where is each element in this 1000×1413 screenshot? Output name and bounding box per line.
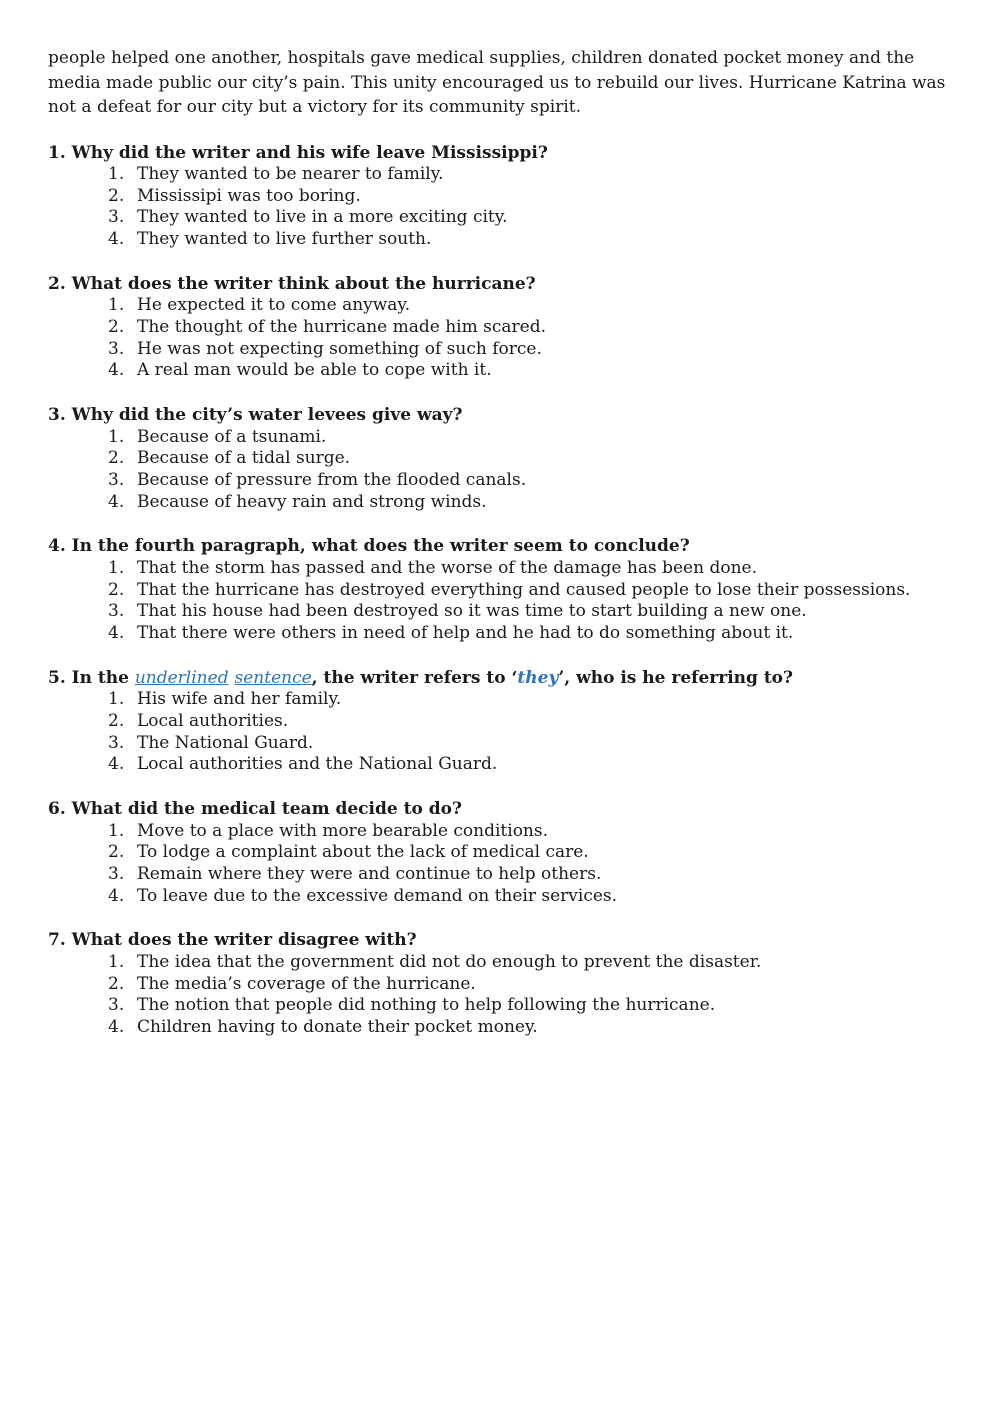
option-text: That the storm has passed and the worse of the damage has been done. [137,557,757,578]
option-text: That the hurricane has destroyed everything and caused people to lose their possessions. [137,579,911,600]
option-text: That there were others in need of help and he had to do something about it. [137,623,794,644]
option-number: 2. [108,973,125,994]
answer-option [108,339,960,361]
option-number: 4. [108,491,125,512]
answer-options [48,295,960,382]
option-number: 1. [108,164,125,184]
answer-option [108,317,960,339]
option-text: They wanted to live in a more exciting city. [137,207,508,228]
answer-options [48,164,960,251]
question-6 [48,799,960,907]
option-text: The media’s coverage of the hurricane. [137,973,476,994]
sentence-word-link[interactable]: sentence [234,667,312,688]
option-number: 1. [108,951,125,972]
answer-option [108,711,960,733]
option-text: Local authorities and the National Guard. [137,754,498,775]
option-text: Move to a place with more bearable conditions. [137,820,549,841]
intro-paragraph: people helped one another, hospitals gave medical supplies, children donated pocket money and the media made public our city’s pain. This unity encouraged us to rebuild our lives. Hurricane Katrina was not a defeat for our city but a victory for its community spirit. [48,48,946,117]
option-number: 4. [108,623,125,644]
option-text: Mississipi was too boring. [137,185,361,206]
option-number: 1. [108,426,125,447]
option-number: 2. [108,448,125,469]
option-number: 1. [108,689,125,710]
option-text: His wife and her family. [137,689,342,710]
option-text: Because of a tsunami. [137,426,327,447]
title-text: , the writer refers to ‘ [311,667,518,688]
answer-option [108,207,960,229]
answer-option [108,842,960,864]
title-text: ’, who is he referring to? [558,667,793,688]
question-title: 6. What did the medical team decide to do? [48,799,462,820]
they-emphasis: they [517,667,559,688]
answer-option [108,733,960,755]
answer-option [108,360,960,382]
question-title [48,668,960,690]
option-text: They wanted to be nearer to family. [137,164,444,184]
answer-option [108,580,960,602]
option-number: 2. [108,185,125,206]
option-text: The idea that the government did not do enough to prevent the disaster. [137,951,762,972]
question-title: 1. Why did the writer and his wife leave Mississippi? [48,142,548,163]
option-number: 2. [108,842,125,863]
question-title: 2. What does the writer think about the hurricane? [48,273,536,294]
answer-option [108,623,960,645]
option-text: A real man would be able to cope with it. [137,360,492,381]
question-1 [48,143,960,251]
question-7 [48,930,960,1038]
question-5 [48,668,960,776]
option-text: To leave due to the excessive demand on their services. [137,885,618,906]
option-text: The thought of the hurricane made him scared. [137,317,546,338]
question-title: 7. What does the writer disagree with? [48,930,417,951]
question-title: 3. Why did the city’s water levees give way? [48,405,463,426]
option-number: 4. [108,229,125,250]
option-text: Because of heavy rain and strong winds. [137,491,487,512]
option-number: 2. [108,579,125,600]
option-number: 4. [108,360,125,381]
option-number: 3. [108,338,125,359]
answer-option [108,448,960,470]
answer-option [108,974,960,996]
answer-options [48,821,960,908]
answer-option [108,689,960,711]
answer-option [108,952,960,974]
answer-options [48,689,960,776]
option-number: 3. [108,470,125,491]
option-text: Remain where they were and continue to help others. [137,863,602,884]
option-text: To lodge a complaint about the lack of medical care. [137,842,589,863]
option-text: They wanted to live further south. [137,229,432,250]
answer-option [108,492,960,514]
answer-options [48,558,960,645]
option-text: The National Guard. [137,732,314,753]
option-text: The notion that people did nothing to help following the hurricane. [137,995,716,1016]
option-text: He expected it to come anyway. [137,295,411,316]
option-text: He was not expecting something of such force. [137,338,542,359]
option-number: 3. [108,995,125,1016]
question-title: 4. In the fourth paragraph, what does the writer seem to conclude? [48,536,690,557]
answer-option [108,427,960,449]
answer-option [108,754,960,776]
option-number: 2. [108,317,125,338]
option-number: 1. [108,295,125,316]
option-number: 1. [108,820,125,841]
answer-option [108,1017,960,1039]
option-text: Children having to donate their pocket money. [137,1016,538,1037]
option-number: 3. [108,207,125,228]
option-number: 1. [108,557,125,578]
title-text: 5. In the [48,667,135,688]
answer-options [48,952,960,1039]
answer-option [108,164,960,186]
question-2 [48,274,960,382]
underlined-word-link[interactable]: underlined [134,667,229,688]
answer-option [108,864,960,886]
answer-option [108,295,960,317]
answer-option [108,601,960,623]
answer-options [48,427,960,514]
option-number: 4. [108,754,125,775]
answer-option [108,186,960,208]
option-number: 3. [108,732,125,753]
option-number: 4. [108,1016,125,1037]
option-text: Because of pressure from the flooded canals. [137,470,527,491]
answer-option [108,558,960,580]
answer-option [108,229,960,251]
option-number: 3. [108,863,125,884]
option-text: Because of a tidal surge. [137,448,351,469]
answer-option [108,821,960,843]
question-4 [48,536,960,644]
worksheet-page [48,46,960,1039]
option-number: 2. [108,710,125,731]
answer-option [108,995,960,1017]
option-text: That his house had been destroyed so it was time to start building a new one. [137,601,807,622]
answer-option [108,886,960,908]
option-number: 3. [108,601,125,622]
option-text: Local authorities. [137,710,289,731]
option-number: 4. [108,885,125,906]
answer-option [108,470,960,492]
question-3 [48,405,960,513]
